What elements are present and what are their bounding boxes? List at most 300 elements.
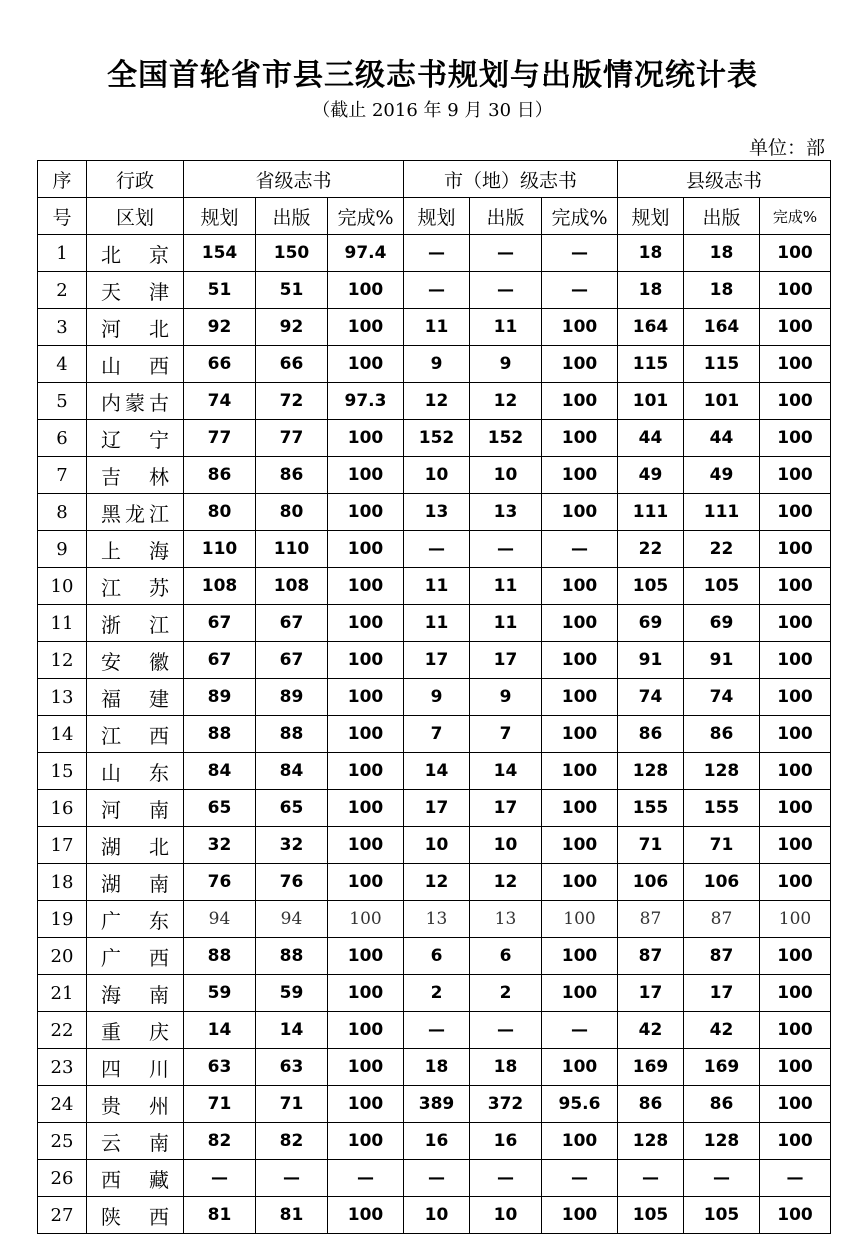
cell-city-planned: 11: [404, 605, 470, 642]
cell-county-completion: 100: [760, 864, 831, 901]
cell-city-planned: 7: [404, 716, 470, 753]
cell-county-planned: 44: [618, 420, 684, 457]
cell-city-planned: 389: [404, 1086, 470, 1123]
cell-provincial-published: 67: [256, 642, 328, 679]
cell-city-planned: 12: [404, 864, 470, 901]
table-row: [38, 790, 831, 827]
cell-provincial-planned: 67: [184, 642, 256, 679]
cell-provincial-published: 86: [256, 457, 328, 494]
cell-provincial-completion: 100: [328, 1197, 404, 1234]
cell-county-published: 86: [684, 716, 760, 753]
cell-county-completion: 100: [760, 753, 831, 790]
cell-county-published: 101: [684, 383, 760, 420]
cell-provincial-completion: 100: [328, 457, 404, 494]
row-region: 贵州: [87, 1086, 184, 1123]
cell-city-published: 16: [470, 1123, 542, 1160]
cell-city-completion: 100: [542, 753, 618, 790]
cell-provincial-published: 67: [256, 605, 328, 642]
cell-provincial-published: 82: [256, 1123, 328, 1160]
row-seq: 26: [38, 1160, 87, 1197]
cell-city-planned: 17: [404, 642, 470, 679]
cell-county-completion: 100: [760, 1123, 831, 1160]
cell-provincial-completion: 100: [328, 309, 404, 346]
cell-city-completion: —: [542, 235, 618, 272]
row-region: 广西: [87, 938, 184, 975]
cell-provincial-completion: 100: [328, 420, 404, 457]
table-row: [38, 420, 831, 457]
cell-city-published: 12: [470, 383, 542, 420]
cell-city-completion: 100: [542, 1197, 618, 1234]
cell-city-published: —: [470, 235, 542, 272]
row-region: 河北: [87, 309, 184, 346]
cell-county-planned: 87: [618, 938, 684, 975]
cell-provincial-completion: 100: [328, 346, 404, 383]
cell-city-completion: 100: [542, 605, 618, 642]
row-region: 上海: [87, 531, 184, 568]
row-region: 山西: [87, 346, 184, 383]
cell-provincial-planned: 77: [184, 420, 256, 457]
cell-county-completion: 100: [760, 827, 831, 864]
cell-city-published: 12: [470, 864, 542, 901]
table-body: [38, 161, 831, 1234]
cell-city-planned: 2: [404, 975, 470, 1012]
cell-city-planned: 9: [404, 346, 470, 383]
row-region: 安徽: [87, 642, 184, 679]
cell-county-completion: 100: [760, 1049, 831, 1086]
cell-provincial-completion: 100: [328, 1123, 404, 1160]
cell-county-planned: 86: [618, 1086, 684, 1123]
table-row: [38, 753, 831, 790]
cell-city-published: 9: [470, 346, 542, 383]
cell-county-planned: 101: [618, 383, 684, 420]
cell-city-completion: 100: [542, 901, 618, 938]
header-provincial-completion: 完成%: [328, 198, 404, 235]
cell-city-planned: —: [404, 272, 470, 309]
row-seq: 14: [38, 716, 87, 753]
cell-county-completion: 100: [760, 272, 831, 309]
cell-county-completion: 100: [760, 1012, 831, 1049]
cell-provincial-published: 63: [256, 1049, 328, 1086]
cell-provincial-completion: 100: [328, 753, 404, 790]
cell-county-planned: 71: [618, 827, 684, 864]
cell-county-published: 42: [684, 1012, 760, 1049]
cell-county-published: 128: [684, 1123, 760, 1160]
cell-city-planned: 12: [404, 383, 470, 420]
table-row: [38, 309, 831, 346]
cell-provincial-planned: 74: [184, 383, 256, 420]
table-row: [38, 1160, 831, 1197]
header-county-planned: 规划: [618, 198, 684, 235]
table-row: [38, 1197, 831, 1234]
cell-provincial-completion: 100: [328, 1049, 404, 1086]
cell-county-completion: 100: [760, 420, 831, 457]
header-city-published: 出版: [470, 198, 542, 235]
table-row: [38, 568, 831, 605]
cell-provincial-completion: 100: [328, 716, 404, 753]
cell-city-completion: 100: [542, 642, 618, 679]
unit-label: 单位：部: [748, 137, 825, 159]
row-region: 湖北: [87, 827, 184, 864]
cell-provincial-completion: 100: [328, 827, 404, 864]
cell-city-completion: 100: [542, 938, 618, 975]
cell-city-planned: 14: [404, 753, 470, 790]
cell-provincial-published: 71: [256, 1086, 328, 1123]
cell-county-planned: 105: [618, 568, 684, 605]
row-region: 福建: [87, 679, 184, 716]
cell-provincial-planned: 84: [184, 753, 256, 790]
cell-city-planned: —: [404, 1012, 470, 1049]
row-region: 北京: [87, 235, 184, 272]
row-region: 广东: [87, 901, 184, 938]
table-row: [38, 716, 831, 753]
row-seq: 9: [38, 531, 87, 568]
header-county-completion: 完成%: [760, 198, 831, 235]
cell-provincial-completion: 100: [328, 605, 404, 642]
row-region: 辽宁: [87, 420, 184, 457]
cell-provincial-completion: 100: [328, 1012, 404, 1049]
cell-city-published: 2: [470, 975, 542, 1012]
row-region: 江苏: [87, 568, 184, 605]
cell-city-published: —: [470, 1012, 542, 1049]
cell-provincial-completion: 100: [328, 494, 404, 531]
cell-city-completion: 100: [542, 679, 618, 716]
row-seq: 6: [38, 420, 87, 457]
cell-city-planned: 17: [404, 790, 470, 827]
cell-provincial-completion: 100: [328, 790, 404, 827]
header-region-bottom: 区划: [87, 198, 184, 235]
cell-provincial-published: 77: [256, 420, 328, 457]
table-row: [38, 605, 831, 642]
cell-city-completion: 100: [542, 457, 618, 494]
cell-city-published: 6: [470, 938, 542, 975]
cell-city-published: 11: [470, 605, 542, 642]
cell-county-completion: 100: [760, 494, 831, 531]
cell-city-planned: —: [404, 531, 470, 568]
row-seq: 3: [38, 309, 87, 346]
cell-provincial-published: 51: [256, 272, 328, 309]
cell-county-planned: 115: [618, 346, 684, 383]
cell-city-planned: 10: [404, 457, 470, 494]
cell-provincial-planned: 67: [184, 605, 256, 642]
table-row: [38, 1123, 831, 1160]
cell-county-completion: —: [760, 1160, 831, 1197]
cell-city-planned: 16: [404, 1123, 470, 1160]
row-seq: 20: [38, 938, 87, 975]
cell-city-completion: —: [542, 1160, 618, 1197]
cell-provincial-planned: —: [184, 1160, 256, 1197]
cell-provincial-completion: 100: [328, 642, 404, 679]
row-region: 西藏: [87, 1160, 184, 1197]
row-seq: 15: [38, 753, 87, 790]
row-region: 江西: [87, 716, 184, 753]
cell-provincial-planned: 32: [184, 827, 256, 864]
cell-county-completion: 100: [760, 679, 831, 716]
row-region: 吉林: [87, 457, 184, 494]
cell-city-planned: —: [404, 1160, 470, 1197]
header-seq-top: 序: [38, 161, 87, 198]
cell-county-planned: 155: [618, 790, 684, 827]
row-seq: 16: [38, 790, 87, 827]
cell-provincial-published: 88: [256, 938, 328, 975]
cell-county-planned: 87: [618, 901, 684, 938]
cell-provincial-planned: 88: [184, 716, 256, 753]
cell-county-completion: 100: [760, 531, 831, 568]
cell-city-planned: 10: [404, 1197, 470, 1234]
header-county: 县级志书: [618, 161, 831, 198]
cell-county-planned: 42: [618, 1012, 684, 1049]
row-region: 河南: [87, 790, 184, 827]
row-seq: 22: [38, 1012, 87, 1049]
cell-county-completion: 100: [760, 1197, 831, 1234]
cell-city-published: 372: [470, 1086, 542, 1123]
cell-provincial-planned: 108: [184, 568, 256, 605]
header-city-completion: 完成%: [542, 198, 618, 235]
cell-provincial-planned: 86: [184, 457, 256, 494]
cell-provincial-planned: 63: [184, 1049, 256, 1086]
cell-city-planned: 152: [404, 420, 470, 457]
cell-county-published: 69: [684, 605, 760, 642]
row-seq: 21: [38, 975, 87, 1012]
header-county-published: 出版: [684, 198, 760, 235]
cell-provincial-planned: 82: [184, 1123, 256, 1160]
cell-city-completion: 95.6: [542, 1086, 618, 1123]
cell-city-planned: 6: [404, 938, 470, 975]
row-seq: 5: [38, 383, 87, 420]
table-row: [38, 235, 831, 272]
cell-provincial-planned: 92: [184, 309, 256, 346]
header-provincial-published: 出版: [256, 198, 328, 235]
cell-city-completion: 100: [542, 568, 618, 605]
table-row: [38, 901, 831, 938]
row-seq: 11: [38, 605, 87, 642]
cell-provincial-published: 59: [256, 975, 328, 1012]
cell-county-planned: 105: [618, 1197, 684, 1234]
cell-city-planned: 13: [404, 901, 470, 938]
cell-county-completion: 100: [760, 346, 831, 383]
cell-county-completion: 100: [760, 642, 831, 679]
cell-city-published: 7: [470, 716, 542, 753]
page-title: 全国首轮省市县三级志书规划与出版情况统计表: [107, 58, 758, 93]
row-seq: 24: [38, 1086, 87, 1123]
cell-city-completion: —: [542, 1012, 618, 1049]
row-seq: 25: [38, 1123, 87, 1160]
row-region: 湖南: [87, 864, 184, 901]
cell-county-published: 91: [684, 642, 760, 679]
row-region: 云南: [87, 1123, 184, 1160]
cell-provincial-completion: 100: [328, 938, 404, 975]
row-region: 海南: [87, 975, 184, 1012]
table-row: [38, 272, 831, 309]
cell-city-completion: 100: [542, 420, 618, 457]
cell-city-completion: —: [542, 531, 618, 568]
cell-county-completion: 100: [760, 975, 831, 1012]
cell-county-published: 71: [684, 827, 760, 864]
table-row: [38, 457, 831, 494]
cell-county-planned: 49: [618, 457, 684, 494]
cell-provincial-planned: 76: [184, 864, 256, 901]
cell-county-planned: 86: [618, 716, 684, 753]
table-row: [38, 642, 831, 679]
cell-county-published: 18: [684, 235, 760, 272]
table-row: [38, 975, 831, 1012]
cell-provincial-planned: 14: [184, 1012, 256, 1049]
table-row: [38, 1012, 831, 1049]
table-row: [38, 938, 831, 975]
cell-provincial-published: 88: [256, 716, 328, 753]
cell-city-published: —: [470, 272, 542, 309]
cell-provincial-planned: 89: [184, 679, 256, 716]
cell-county-published: 128: [684, 753, 760, 790]
cell-city-published: 11: [470, 568, 542, 605]
cell-county-published: 49: [684, 457, 760, 494]
cell-provincial-planned: 81: [184, 1197, 256, 1234]
table-row: [38, 679, 831, 716]
cell-county-published: 44: [684, 420, 760, 457]
cell-county-completion: 100: [760, 938, 831, 975]
statistics-table: [37, 160, 831, 1234]
cell-city-published: 10: [470, 457, 542, 494]
cell-provincial-planned: 94: [184, 901, 256, 938]
cell-county-completion: 100: [760, 716, 831, 753]
cell-provincial-published: 14: [256, 1012, 328, 1049]
cell-county-published: —: [684, 1160, 760, 1197]
cell-county-completion: 100: [760, 1086, 831, 1123]
cell-provincial-completion: 100: [328, 1086, 404, 1123]
cell-city-completion: 100: [542, 716, 618, 753]
cell-county-published: 18: [684, 272, 760, 309]
row-region: 内蒙古: [87, 383, 184, 420]
header-city-planned: 规划: [404, 198, 470, 235]
header-provincial: 省级志书: [184, 161, 404, 198]
table-row: [38, 494, 831, 531]
cell-county-published: 106: [684, 864, 760, 901]
cell-city-completion: 100: [542, 864, 618, 901]
cell-county-published: 115: [684, 346, 760, 383]
table-row: [38, 383, 831, 420]
header-city: 市（地）级志书: [404, 161, 618, 198]
row-seq: 27: [38, 1197, 87, 1234]
cell-provincial-published: 76: [256, 864, 328, 901]
row-seq: 7: [38, 457, 87, 494]
cell-county-published: 22: [684, 531, 760, 568]
cell-city-completion: 100: [542, 1123, 618, 1160]
cell-county-planned: 18: [618, 235, 684, 272]
cell-provincial-completion: 100: [328, 864, 404, 901]
row-seq: 2: [38, 272, 87, 309]
cell-provincial-completion: 100: [328, 975, 404, 1012]
cell-provincial-published: 65: [256, 790, 328, 827]
cell-county-completion: 100: [760, 568, 831, 605]
table-row: [38, 346, 831, 383]
cell-city-published: 152: [470, 420, 542, 457]
cell-county-planned: 128: [618, 753, 684, 790]
cell-county-planned: 111: [618, 494, 684, 531]
cell-city-completion: 100: [542, 790, 618, 827]
table-row: [38, 1049, 831, 1086]
cell-provincial-planned: 51: [184, 272, 256, 309]
cell-provincial-published: 89: [256, 679, 328, 716]
cell-city-published: 13: [470, 494, 542, 531]
header-seq-bottom: 号: [38, 198, 87, 235]
cell-provincial-completion: 100: [328, 531, 404, 568]
row-seq: 17: [38, 827, 87, 864]
cell-provincial-planned: 80: [184, 494, 256, 531]
header-row-bottom: [38, 198, 831, 235]
header-region-top: 行政: [87, 161, 184, 198]
row-seq: 13: [38, 679, 87, 716]
row-region: 浙江: [87, 605, 184, 642]
cell-county-completion: 100: [760, 383, 831, 420]
cell-county-planned: 74: [618, 679, 684, 716]
cell-provincial-completion: 100: [328, 272, 404, 309]
cell-city-published: 17: [470, 790, 542, 827]
row-region: 山东: [87, 753, 184, 790]
cell-provincial-published: 72: [256, 383, 328, 420]
cell-county-published: 155: [684, 790, 760, 827]
row-region: 黑龙江: [87, 494, 184, 531]
cell-county-published: 74: [684, 679, 760, 716]
cell-provincial-planned: 88: [184, 938, 256, 975]
cell-provincial-planned: 110: [184, 531, 256, 568]
cell-city-planned: 11: [404, 309, 470, 346]
cell-county-published: 164: [684, 309, 760, 346]
cell-provincial-planned: 154: [184, 235, 256, 272]
cell-city-planned: 11: [404, 568, 470, 605]
cell-county-planned: 91: [618, 642, 684, 679]
cell-county-planned: 18: [618, 272, 684, 309]
cell-provincial-published: 94: [256, 901, 328, 938]
cell-city-planned: 9: [404, 679, 470, 716]
cell-city-completion: 100: [542, 346, 618, 383]
cell-county-completion: 100: [760, 790, 831, 827]
cell-provincial-planned: 65: [184, 790, 256, 827]
cell-city-published: 9: [470, 679, 542, 716]
cell-provincial-published: 81: [256, 1197, 328, 1234]
cell-county-completion: 100: [760, 457, 831, 494]
cell-provincial-published: —: [256, 1160, 328, 1197]
cell-provincial-published: 80: [256, 494, 328, 531]
cell-provincial-completion: 100: [328, 901, 404, 938]
row-region: 陕西: [87, 1197, 184, 1234]
cell-city-completion: 100: [542, 1049, 618, 1086]
row-seq: 4: [38, 346, 87, 383]
cell-provincial-completion: 97.4: [328, 235, 404, 272]
cell-county-planned: 106: [618, 864, 684, 901]
row-seq: 23: [38, 1049, 87, 1086]
cell-county-published: 86: [684, 1086, 760, 1123]
cell-city-planned: —: [404, 235, 470, 272]
cell-city-completion: 100: [542, 309, 618, 346]
page-subtitle: （截止 2016 年 9 月 30 日）: [312, 100, 553, 121]
cell-city-published: 11: [470, 309, 542, 346]
cell-city-planned: 10: [404, 827, 470, 864]
cell-county-planned: 164: [618, 309, 684, 346]
cell-county-planned: 22: [618, 531, 684, 568]
header-provincial-planned: 规划: [184, 198, 256, 235]
cell-county-planned: 169: [618, 1049, 684, 1086]
cell-county-published: 169: [684, 1049, 760, 1086]
cell-city-completion: 100: [542, 975, 618, 1012]
cell-county-published: 105: [684, 1197, 760, 1234]
cell-provincial-published: 84: [256, 753, 328, 790]
cell-county-completion: 100: [760, 235, 831, 272]
cell-county-published: 87: [684, 938, 760, 975]
cell-city-published: 17: [470, 642, 542, 679]
cell-city-published: 18: [470, 1049, 542, 1086]
cell-city-planned: 18: [404, 1049, 470, 1086]
cell-county-completion: 100: [760, 605, 831, 642]
cell-provincial-planned: 59: [184, 975, 256, 1012]
